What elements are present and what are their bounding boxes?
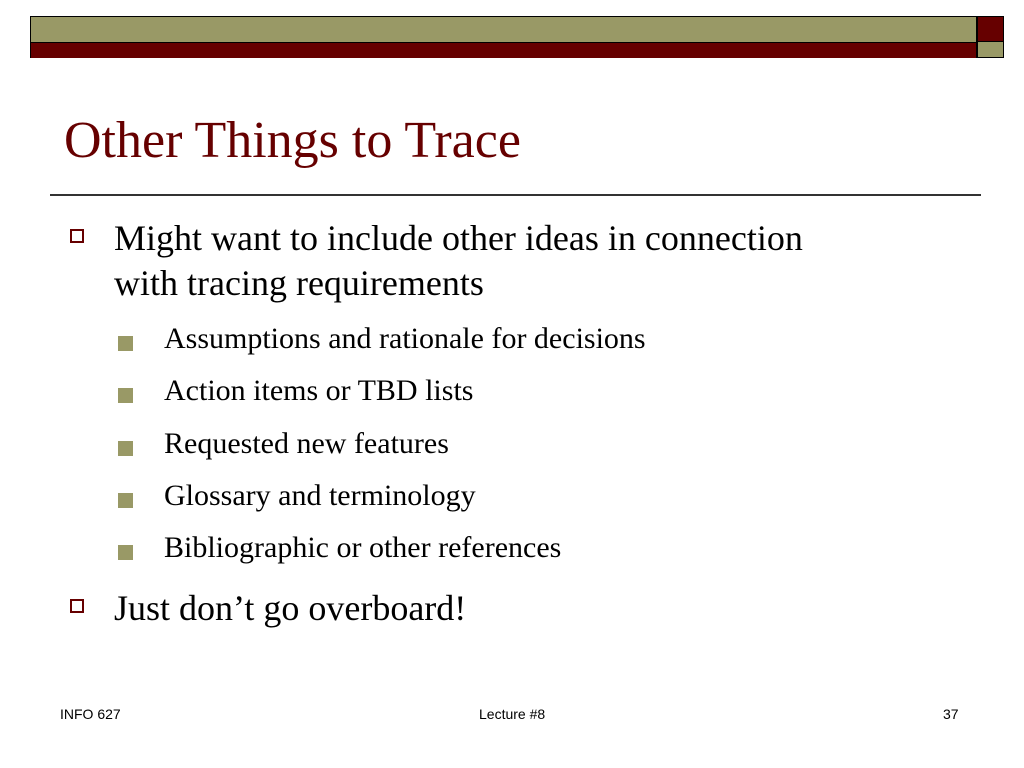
slide-title: Other Things to Trace [64, 112, 521, 169]
sub-bullet-text: Requested new features [164, 427, 449, 460]
footer-course: INFO 627 [60, 706, 121, 722]
hollow-square-bullet-icon [70, 599, 84, 613]
filled-square-bullet-icon [118, 336, 133, 351]
title-divider [50, 194, 981, 196]
bullet-text: Might want to include other ideas in connection with tracing requirements [114, 218, 803, 303]
hollow-square-bullet-icon [70, 229, 84, 243]
sub-bullet-text: Assumptions and rationale for decisions [164, 322, 646, 355]
bullet-text: Just don’t go overboard! [114, 588, 467, 628]
banner-olive-stripe [31, 17, 976, 42]
footer-lecture: Lecture #8 [479, 706, 546, 722]
sub-bullet-text: Glossary and terminology [164, 479, 476, 512]
footer-page-number: 37 [943, 706, 959, 722]
filled-square-bullet-icon [118, 493, 133, 508]
filled-square-bullet-icon [118, 388, 133, 403]
sub-bullet-text: Bibliographic or other references [164, 531, 562, 564]
header-banner [30, 16, 977, 58]
corner-olive-square [977, 41, 1004, 58]
banner-maroon-stripe [31, 42, 976, 58]
filled-square-bullet-icon [118, 545, 133, 560]
filled-square-bullet-icon [118, 441, 133, 456]
corner-maroon-square [977, 16, 1004, 42]
sub-bullet-text: Action items or TBD lists [164, 374, 474, 407]
